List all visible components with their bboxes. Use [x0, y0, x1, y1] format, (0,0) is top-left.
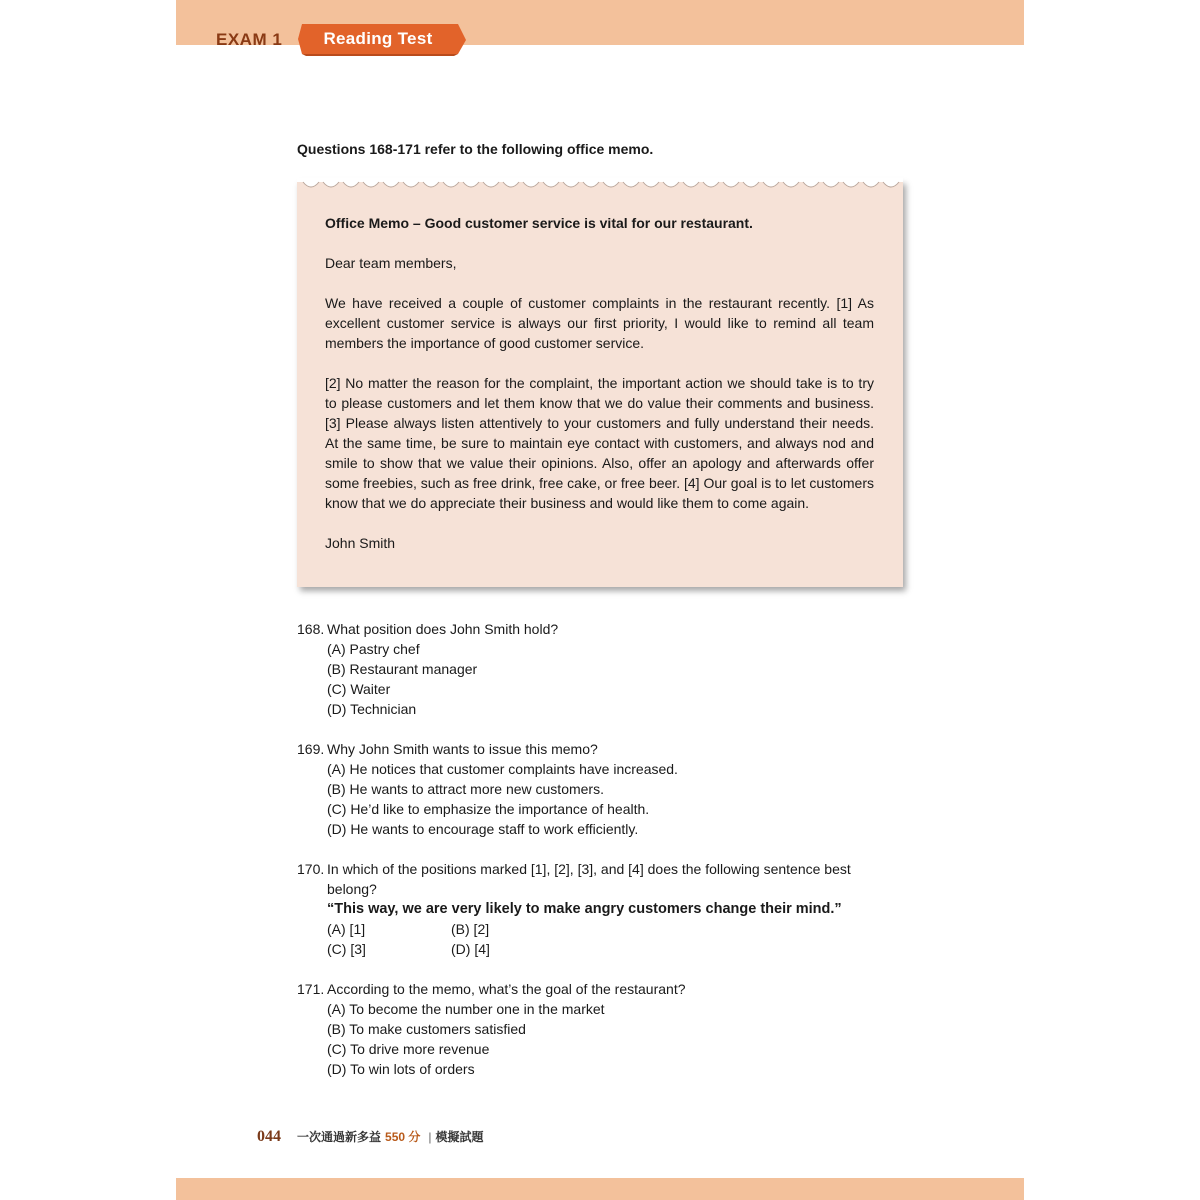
scallop-notch — [523, 182, 539, 187]
page-footer — [257, 1128, 484, 1146]
scallop-notch — [643, 182, 659, 187]
question-stem: In which of the positions marked [1], [2], [3], and [4] does the following sentence best belong? — [327, 861, 851, 897]
answer-option: (D) [4] — [451, 941, 490, 957]
office-memo — [297, 180, 903, 587]
memo-paragraph: [2] No matter the reason for the complaint, the important action we should take is to try to please customers and let them know that we do value their comments and business. [3] Please always listen attentively to your customers and fully understand their needs. At the same time, be sure to maintain eye contact with customers, and always nod and smile to show that we value their opinions. Also, offer an apology and afterwards offer some freebies, such as free drink, free cake, or free beer. [4] Our goal is to let customers know that we do appreciate their business and would like them to come again. — [325, 375, 874, 511]
question-number: 171. — [297, 981, 325, 997]
scallop-notch — [503, 182, 519, 187]
memo-scallop-edge — [297, 178, 903, 190]
memo-signature: John Smith — [325, 535, 396, 551]
answer-option: (C) To drive more revenue — [327, 1041, 490, 1057]
section-tab-label: Reading Test — [323, 29, 433, 48]
answer-option: (A) [1] — [327, 921, 366, 937]
scallop-notch — [383, 182, 399, 187]
answer-option: (D) Technician — [327, 701, 417, 717]
scallop-notch — [763, 182, 779, 187]
question-171 — [297, 979, 897, 1079]
scallop-notch — [423, 182, 439, 187]
answer-option: (C) Waiter — [327, 681, 391, 697]
scallop-notch — [403, 182, 419, 187]
memo-content — [325, 213, 874, 573]
scallop-notch — [543, 182, 559, 187]
scallop-notch — [743, 182, 759, 187]
memo-paragraph: We have received a couple of customer complaints in the restaurant recently. [1] As excellent customer service is always our first priority, I would like to remind all team members the importance of good customer service. — [325, 295, 874, 351]
footer-band — [176, 1178, 1024, 1200]
exam-label: EXAM 1 — [216, 30, 283, 49]
scallop-notch — [723, 182, 739, 187]
question-168 — [297, 619, 897, 719]
question-169 — [297, 739, 897, 839]
question-number: 169. — [297, 741, 325, 757]
scallop-notch — [463, 182, 479, 187]
answer-option: (A) Pastry chef — [327, 641, 420, 657]
question-stem: According to the memo, what’s the goal of the restaurant? — [327, 981, 686, 997]
scallop-notch — [823, 182, 839, 187]
book-score: 550 分 — [385, 1130, 421, 1144]
answer-option: (C) [3] — [327, 941, 366, 957]
memo-greeting: Dear team members, — [325, 255, 457, 271]
scallop-notch — [483, 182, 499, 187]
target-sentence: “This way, we are very likely to make angry customers change their mind.” — [327, 901, 842, 917]
answer-option: (C) He’d like to emphasize the importance of health. — [327, 801, 650, 817]
question-stem: Why John Smith wants to issue this memo? — [327, 741, 598, 757]
question-number: 170. — [297, 861, 325, 877]
book-page — [176, 0, 1024, 1200]
question-stem: What position does John Smith hold? — [327, 621, 559, 637]
scallop-notch — [623, 182, 639, 187]
scallop-notch — [863, 182, 879, 187]
scallop-notch — [583, 182, 599, 187]
answer-option: (A) He notices that customer complaints have increased. — [327, 761, 678, 777]
section-tab — [298, 24, 466, 54]
scallop-notch — [363, 182, 379, 187]
scallop-notch — [663, 182, 679, 187]
scallop-notch — [883, 182, 899, 187]
page-number: 044 — [257, 1128, 281, 1145]
scallop-notch — [703, 182, 719, 187]
questions-intro: Questions 168-171 refer to the following office memo. — [297, 141, 654, 157]
answer-option: (B) To make customers satisfied — [327, 1021, 526, 1037]
scallop-notch — [323, 182, 339, 187]
scallop-notch — [803, 182, 819, 187]
answer-option: (B) Restaurant manager — [327, 661, 478, 677]
scallop-notch — [843, 182, 859, 187]
question-170 — [297, 859, 897, 959]
answer-option: (D) He wants to encourage staff to work efficiently. — [327, 821, 639, 837]
answer-option: (D) To win lots of orders — [327, 1061, 475, 1077]
answer-option: (B) [2] — [451, 921, 490, 937]
footer-separator: | — [428, 1130, 432, 1144]
book-subtitle: 模擬試題 — [435, 1130, 484, 1144]
scallop-notch — [343, 182, 359, 187]
question-list — [297, 619, 897, 1099]
scallop-notch — [563, 182, 579, 187]
memo-title: Office Memo – Good customer service is vital for our restaurant. — [325, 215, 753, 231]
book-title: 一次通過新多益 — [297, 1130, 382, 1144]
question-number: 168. — [297, 621, 325, 637]
scallop-notch — [783, 182, 799, 187]
answer-option: (B) He wants to attract more new customers. — [327, 781, 604, 797]
scallop-notch — [443, 182, 459, 187]
scallop-notch — [603, 182, 619, 187]
scallop-notch — [303, 182, 319, 187]
answer-option: (A) To become the number one in the market — [327, 1001, 605, 1017]
scallop-notch — [683, 182, 699, 187]
